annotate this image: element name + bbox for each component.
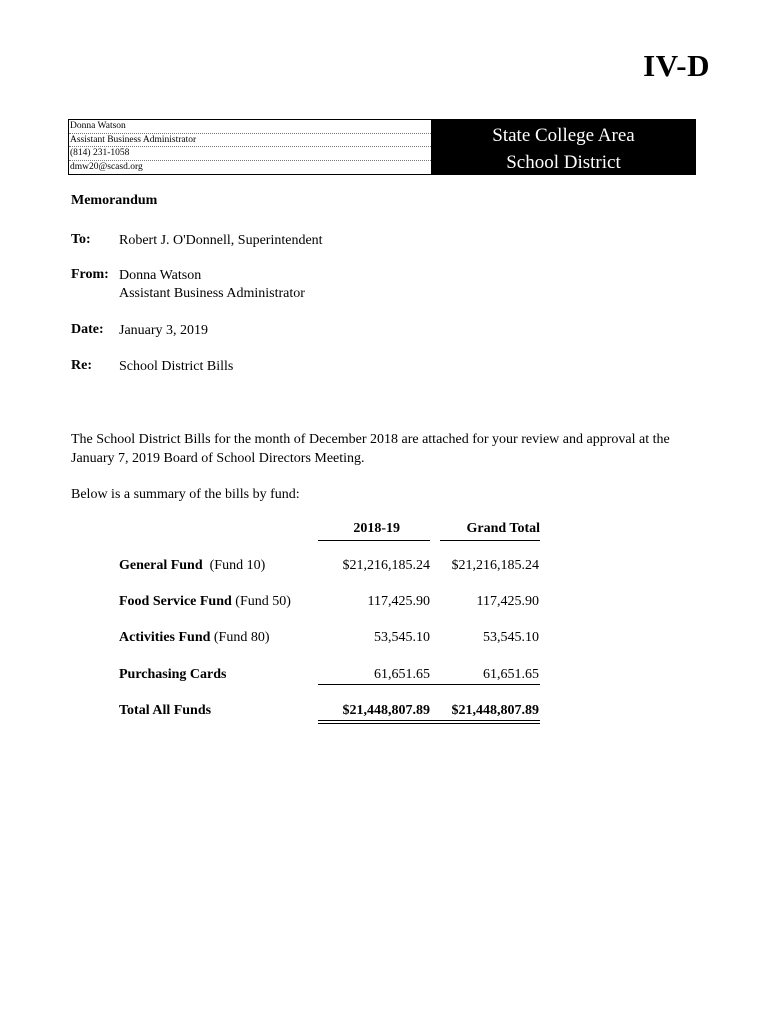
- total-amount-year: $21,448,807.89: [342, 703, 430, 718]
- page-label: IV-D: [643, 48, 710, 83]
- fund-row-label: [119, 667, 226, 683]
- fund-amount-year: 117,425.90: [367, 594, 430, 609]
- fund-name: Purchasing Cards: [119, 667, 227, 682]
- memo-heading: Memorandum: [71, 193, 158, 208]
- to-value: Robert J. O'Donnell, Superintendent: [119, 233, 323, 248]
- date-label: Date:: [71, 322, 104, 337]
- fund-row-label: [119, 630, 270, 646]
- contact-block: [69, 120, 432, 174]
- column-header-year: 2018-19: [318, 521, 430, 541]
- from-label: From:: [71, 267, 109, 282]
- fund-name: General Fund: [119, 558, 203, 573]
- fund-amount-total: 61,651.65: [483, 667, 539, 682]
- fund-amount-total: $21,216,185.24: [451, 558, 539, 573]
- re-value: School District Bills: [119, 359, 234, 374]
- district-line-1: State College Area: [492, 125, 635, 146]
- from-name: Donna Watson: [119, 268, 202, 283]
- body-paragraph: The School District Bills for the month of December 2018 are attached for your review and approval at the January 7, 2019 Board of School Directors Meeting.: [71, 432, 670, 466]
- fund-number: (Fund 10): [209, 558, 266, 573]
- fund-name: Activities Fund: [119, 630, 211, 645]
- fund-amount-year: $21,216,185.24: [342, 558, 430, 573]
- contact-email: dmw20@scasd.org: [70, 161, 143, 172]
- contact-title: Assistant Business Administrator: [69, 134, 431, 148]
- re-label: Re:: [71, 358, 92, 373]
- fund-name: Food Service Fund: [119, 594, 232, 609]
- subtotal-rule: [318, 684, 540, 685]
- from-title: Assistant Business Administrator: [119, 286, 305, 301]
- fund-amount-total: 117,425.90: [476, 594, 539, 609]
- date-value: January 3, 2019: [119, 323, 209, 338]
- total-row-label: Total All Funds: [119, 703, 212, 718]
- fund-amount-year: 61,651.65: [374, 667, 430, 682]
- fund-row-label: [119, 594, 291, 610]
- fund-amount-year: 53,545.10: [374, 630, 430, 645]
- letterhead: [68, 119, 696, 175]
- fund-amount-total: 53,545.10: [483, 630, 539, 645]
- to-label: To:: [71, 232, 91, 247]
- fund-number: (Fund 50): [235, 594, 291, 609]
- fund-row-label: [119, 558, 265, 574]
- contact-name: Donna Watson: [69, 120, 431, 134]
- summary-intro: Below is a summary of the bills by fund:: [71, 487, 300, 502]
- fund-number: (Fund 80): [213, 630, 270, 645]
- district-banner: [432, 120, 695, 174]
- total-amount-total: $21,448,807.89: [451, 703, 539, 718]
- contact-phone: (814) 231-1058: [69, 147, 431, 161]
- district-line-2: School District: [506, 152, 621, 173]
- total-double-rule: [318, 720, 540, 724]
- column-header-total: Grand Total: [440, 521, 540, 541]
